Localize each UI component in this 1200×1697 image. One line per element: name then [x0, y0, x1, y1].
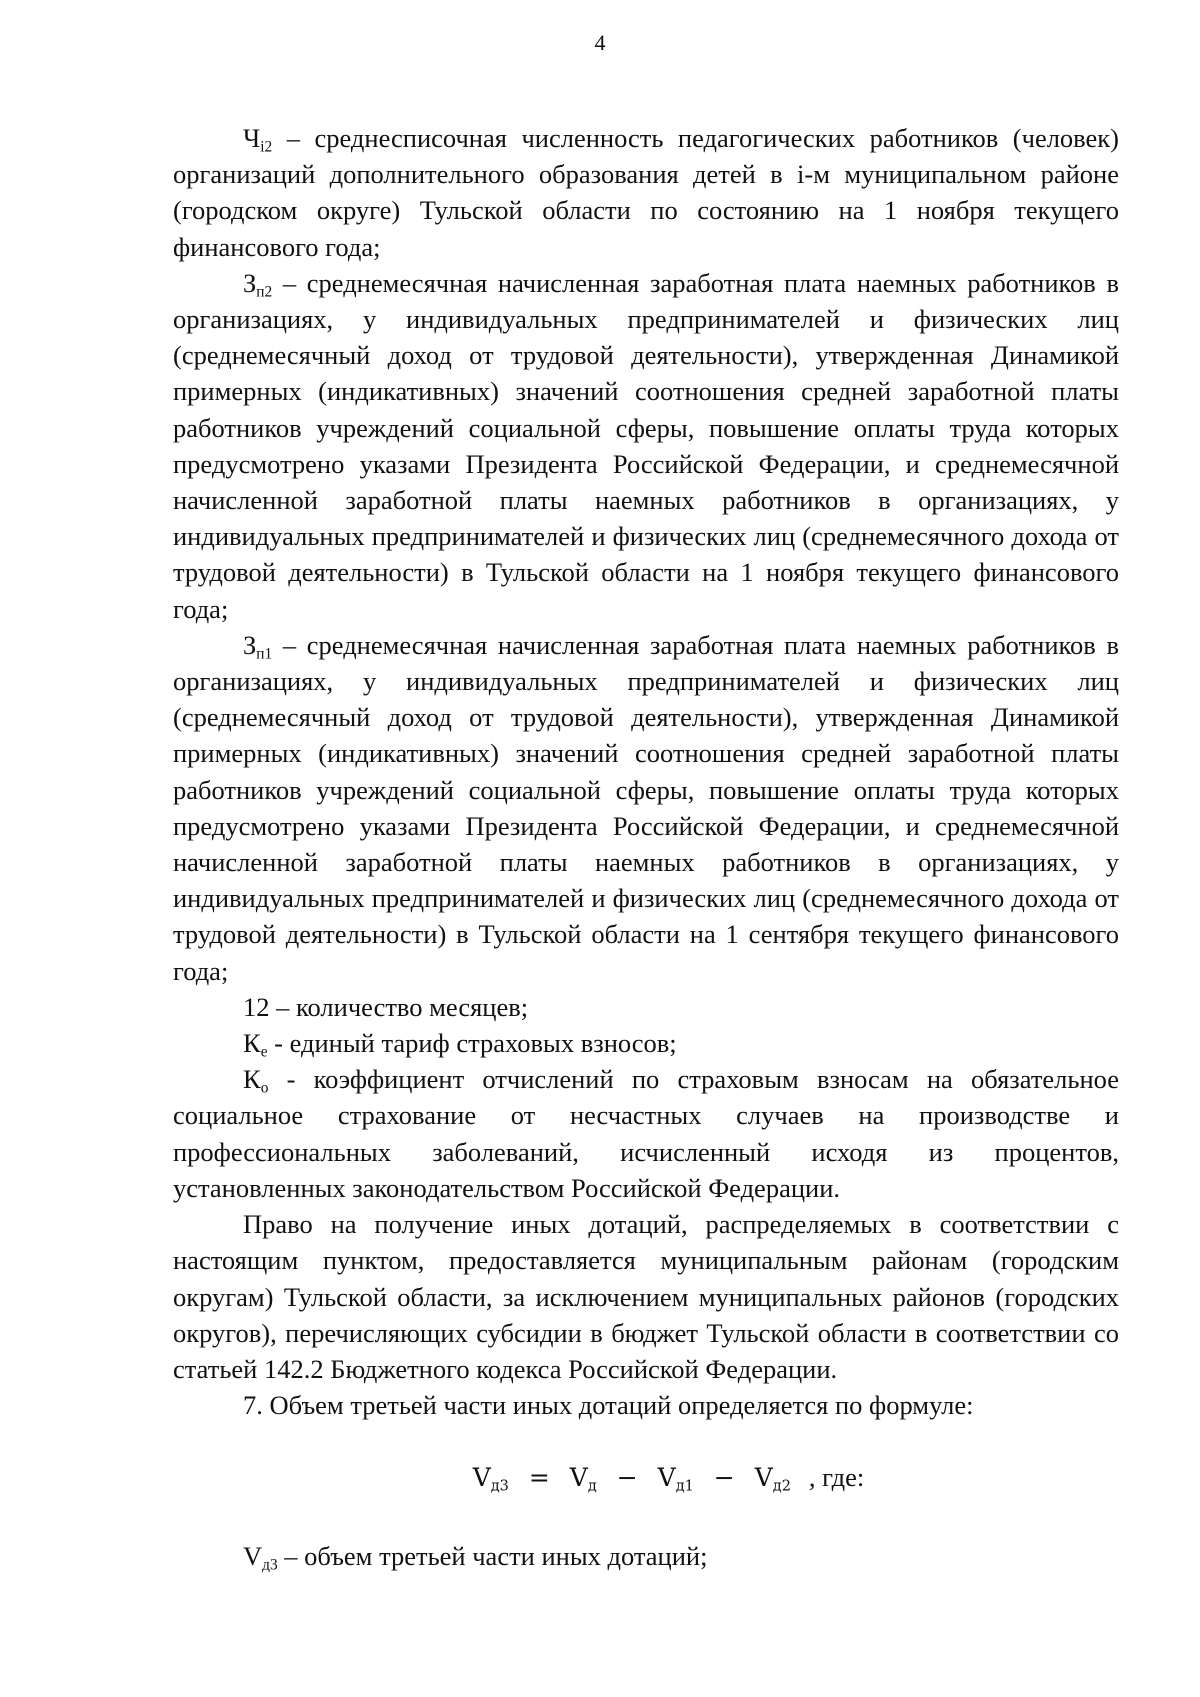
definition-vd3: $V_{д3}$ – объем третьей части иных дотаций; — [243, 1541, 708, 1574]
formula-vd3: $V_{д3} = V_д - V_{д1} - V_{д2}$ , где: — [472, 1462, 865, 1495]
definition-ko: $К_о$ - коэффициент отчислений по страховым взносам на обязательное социальное страхование от несчастных случаев на производстве и профессиональных заболеваний, исчисленный исходя из процентов, установленных законодательством Российской Федерации. — [173, 1064, 1119, 1203]
definition-months: 12 – количество месяцев; — [243, 991, 529, 1022]
document-body — [173, 120, 1119, 1575]
definition-chi2: $Ч_{i2}$ – среднесписочная численность педагогических работников (человек) организаций дополнительного образования детей в i-м муниципальном районе (городском округе) Тульской области по состоянию на 1 ноября текущего финансового года; — [173, 123, 1119, 262]
definition-ke: $К_е$ - единый тариф страховых взносов; — [243, 1028, 677, 1061]
definition-zp1: $З_{п1}$ – среднемесячная начисленная заработная плата наемных работников в организациях, у индивидуальных предпринимателей и физических лиц (среднемесячный доход от трудовой деятельности), утвержденная Динамикой примерных (индикативных) значений соотношения средней заработной платы работников учреждений социальной сферы, повышение оплаты труда которых предусмотрено указами Президента Российской Федерации, и среднемесячной начисленной заработной платы наемных работников в организациях, у индивидуальных предпринимателей и физических лиц (среднемесячного дохода от трудовой деятельности) в Тульской области на 1 сентября текущего финансового года; — [173, 629, 1119, 986]
definition-zp2: $З_{п2}$ – среднемесячная начисленная заработная плата наемных работников в организациях, у индивидуальных предпринимателей и физических лиц (среднемесячный доход от трудовой деятельности), утвержденная Динамикой примерных (индикативных) значений соотношения средней заработной платы работников учреждений социальной сферы, повышение оплаты труда которых предусмотрено указами Президента Российской Федерации, и среднемесячной начисленной заработной платы наемных работников в организациях, у индивидуальных предпринимателей и физических лиц (среднемесячного дохода от трудовой деятельности) в Тульской области на 1 ноября текущего финансового года; — [173, 267, 1119, 624]
paragraph-item-7: 7. Объем третьей части иных дотаций определяется по формуле: — [243, 1390, 974, 1421]
paragraph-eligibility: Право на получение иных дотаций, распределяемых в соответствии с настоящим пунктом, предоставляется муниципальным районам (городским округам) Тульской области, за исключением муниципальных районов (городских округов), перечисляющих субсидии в бюджет Тульской области в соответствии со статьей 142.2 Бюджетного кодекса Российской Федерации. — [173, 1209, 1119, 1384]
page-number: 4 — [594, 30, 606, 55]
